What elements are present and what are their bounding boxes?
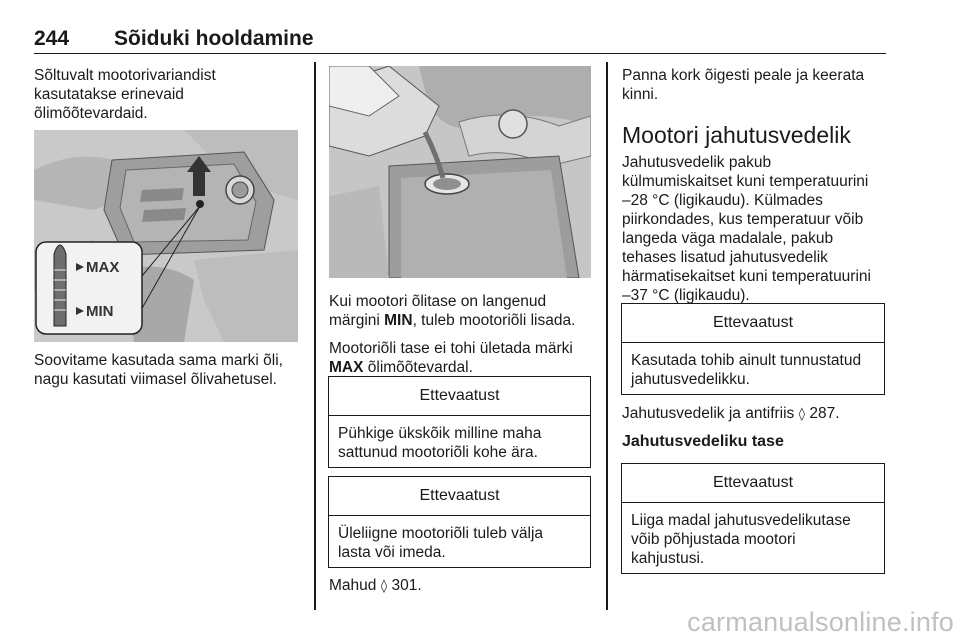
oil-pouring-drawing xyxy=(329,66,591,278)
caution-body: Üleliigne mootoriõli tuleb välja lasta või imeda. xyxy=(338,525,544,561)
site-watermark: carmanualsonline.info xyxy=(687,607,954,637)
chapter-title: Sõiduki hooldamine xyxy=(114,27,314,50)
column-divider-1 xyxy=(314,62,316,610)
oil-min-paragraph: Kui mootori õlitase on langenud märgini MIN, tuleb mootoriõli lisada. xyxy=(329,293,576,329)
engine-dipstick-drawing xyxy=(34,130,298,342)
coolant-section-heading: Mootori jahutusvedelik xyxy=(622,122,851,148)
capacities-page-ref[interactable]: 301. xyxy=(391,577,422,594)
dipstick-illustration xyxy=(34,130,298,342)
cross-reference-icon: ◊ xyxy=(798,407,806,422)
page-number: 244 xyxy=(34,27,70,50)
intro-text: Sõltuvalt mootorivariandist kasutatakse erinevaid õlimõõtevardaid. xyxy=(34,67,216,122)
caution-title: Ettevaatust xyxy=(622,304,884,343)
cross-reference-icon: ◊ xyxy=(380,579,388,594)
min-mark-label: MIN xyxy=(86,303,114,320)
oil-filling-illustration xyxy=(329,66,591,278)
caution-box-excess-oil xyxy=(328,476,591,568)
max-mark-label: MAX xyxy=(86,259,120,276)
caution-title: Ettevaatust xyxy=(329,377,590,416)
caution-box-wipe-oil xyxy=(328,376,591,468)
column-divider-2 xyxy=(606,62,608,610)
caution-body: Liiga madal jahutusvedelikutase võib põhjustada mootori kahjustusi. xyxy=(631,512,851,567)
coolant-level-subheading: Jahutusvedeliku tase xyxy=(622,433,784,450)
caution-title: Ettevaatust xyxy=(329,477,590,516)
oil-max-paragraph: Mootoriõli tase ei tohi ületada märki MAX õlimõõtevardal. xyxy=(329,340,573,376)
cap-instruction-text: Panna kork õigesti peale ja keerata kinni. xyxy=(622,67,865,103)
recommend-text: Soovitame kasutada sama marki õli, nagu kasutati viimasel õlivahetusel. xyxy=(34,352,283,388)
caution-box-approved-coolant xyxy=(621,303,885,395)
caution-body: Kasutada tohib ainult tunnustatud jahutusvedelikku. xyxy=(631,352,862,388)
caution-box-low-coolant xyxy=(621,463,885,574)
coolant-description: Jahutusvedelik pakub külmumiskaitset kuni temperatuurini –28 °C (ligikaudu). Külmades piirkondades, kus temperatuur võib langeda väga madalale, pakub tehases lisatud jahutusvedelik härmatisekaitset kuni temperatuurini –37 °C (ligikaudu). xyxy=(622,154,871,304)
page-header xyxy=(34,27,886,54)
caution-body: Pühkige ükskõik milline maha sattunud mootoriõli kohe ära. xyxy=(338,425,542,461)
capacities-link[interactable]: Mahud ◊ 301. xyxy=(329,577,422,594)
antifreeze-link[interactable]: Jahutusvedelik ja antifriis ◊ 287. xyxy=(622,405,840,422)
antifreeze-page-ref[interactable]: 287. xyxy=(809,405,840,422)
caution-title: Ettevaatust xyxy=(622,464,884,503)
